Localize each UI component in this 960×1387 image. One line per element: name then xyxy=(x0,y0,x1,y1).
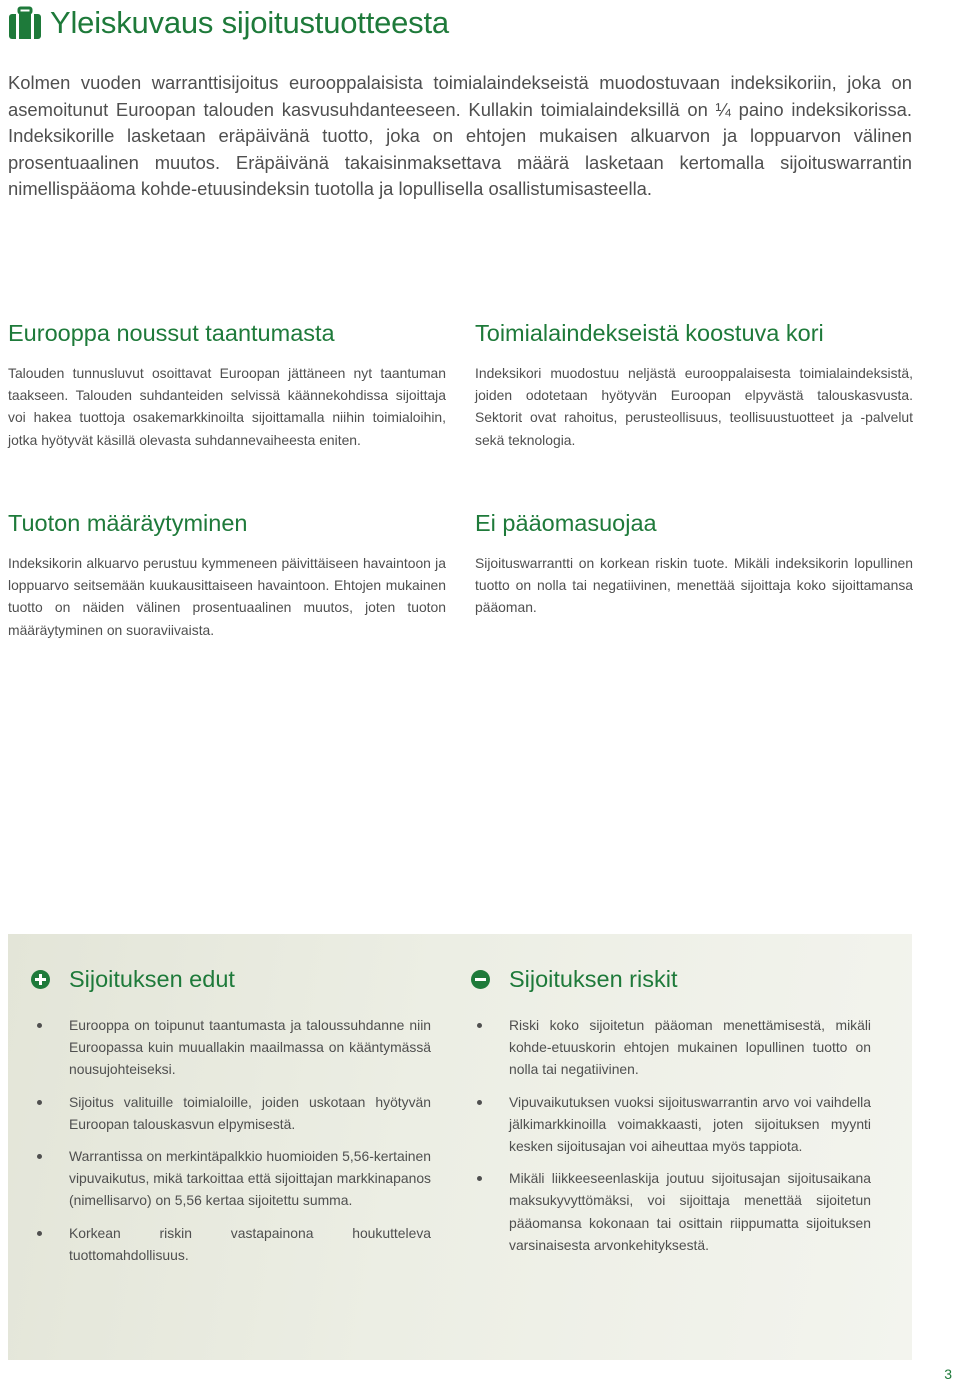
section-no-capital-protection xyxy=(475,508,913,619)
pros-header xyxy=(31,964,431,994)
section-return-determination xyxy=(8,508,446,641)
list-item-text: Mikäli liikkeeseenlaskija joutuu sijoitusajan sijoitusaikana maksukyvyttömäksi, voi sijoittaja menettää sijoitetun pääomansa kokonaan tai osittain riippumatta sijoituksen varsinaisesta arvonkehityksestä. xyxy=(509,1170,871,1253)
section-europe-recovery xyxy=(8,318,446,451)
cons-list xyxy=(471,1014,871,1256)
bullet-icon xyxy=(37,1231,42,1236)
pros-column xyxy=(31,964,431,1276)
list-item xyxy=(31,1145,431,1212)
list-item-text: Eurooppa on toipunut taantumasta ja taloussuhdanne niin Euroopassa kuin muuallakin maailmassa on kääntymässä nousujohteiseksi. xyxy=(69,1017,431,1078)
section-heading: Eurooppa noussut taantumasta xyxy=(8,320,335,346)
cons-heading: Sijoituksen riskit xyxy=(509,966,678,992)
briefcase-icon xyxy=(8,6,42,40)
page-number: 3 xyxy=(944,1366,952,1382)
list-item-text: Sijoitus valituille toimialoille, joiden uskotaan hyötyvän Euroopan talouskasvun elpymisestä. xyxy=(69,1093,431,1132)
cons-column xyxy=(471,964,871,1266)
section-text: Indeksikori muodostuu neljästä eurooppalaisesta toimialaindeksistä, joiden odotetaan hyötyvän Euroopan elpyvästä talouskasvusta. Sektorit ovat rahoitus, perusteollisuus, teollisuustuotteet ja -palvelut sekä teknologia. xyxy=(475,365,913,448)
intro-paragraph: Kolmen vuoden warranttisijoitus eurooppalaisista toimialaindekseistä muodostuvaan indeksikoriin, joka on asemoitunut Euroopan talouden kasvusuhdanteeseen. Kullakin toimialaindeksillä on ¼ paino indeksikorissa. Indeksikorille lasketaan eräpäivänä tuotto, joka on ehtojen mukaisen alkuarvon ja loppuarvon välinen prosentuaalinen muutos. Eräpäivänä takaisinmaksettava määrä lasketaan kertomalla sijoituswarrantin nimellispääoma kohde-etuusindeksin tuotolla ja lopullisella osallistumisasteella. xyxy=(8,72,912,200)
list-item xyxy=(471,1167,871,1256)
list-item xyxy=(471,1091,871,1158)
cons-header xyxy=(471,964,871,994)
bullet-icon xyxy=(37,1023,42,1028)
page-header xyxy=(8,4,449,42)
list-item-text: Riski koko sijoitetun pääoman menettämisestä, mikäli kohde-etuuskorin ehtojen mukainen lopullinen tuotto on nolla tai negatiivinen. xyxy=(509,1017,871,1078)
section-heading: Ei pääomasuojaa xyxy=(475,510,657,536)
bullet-icon xyxy=(37,1100,42,1105)
minus-circle-icon xyxy=(471,970,490,989)
section-heading: Toimialaindekseistä koostuva kori xyxy=(475,320,824,346)
list-item-text: Warrantissa on merkintäpalkkio huomioiden 5,56-kertainen vipuvaikutus, mikä tarkoittaa että sijoittajan markkinapanos (nimellisarvo) on 5,56 kertaa sijoitettu summa. xyxy=(69,1148,431,1209)
list-item xyxy=(31,1222,431,1266)
bullet-icon xyxy=(477,1100,482,1105)
section-text: Sijoituswarrantti on korkean riskin tuote. Mikäli indeksikorin lopullinen tuotto on nolla tai negatiivinen, menettää sijoittaja koko sijoittamansa pääoman. xyxy=(475,555,913,616)
list-item xyxy=(31,1091,431,1135)
list-item-text: Vipuvaikutuksen vuoksi sijoituswarrantin arvo voi vaihdella jälkimarkkinoilla voimakkaasti, joten sijoituksen myynti kesken sijoitusajan voi aiheuttaa myös tappiota. xyxy=(509,1093,871,1155)
list-item xyxy=(31,1014,431,1081)
bullet-icon xyxy=(37,1154,42,1159)
pros-list xyxy=(31,1014,431,1266)
page-title: Yleiskuvaus sijoitustuotteesta xyxy=(50,5,449,40)
list-item xyxy=(471,1014,871,1081)
bullet-icon xyxy=(477,1023,482,1028)
section-heading: Tuoton määräytyminen xyxy=(8,510,248,536)
section-text: Talouden tunnusluvut osoittavat Euroopan jättäneen nyt taantuman taakseen. Talouden suhdanteiden selvissä käännekohdissa sijoittaja voi hakea tuottoja osakemarkkinoilta sijoittamalla niihin toimialoihin, jotka hyötyvät käsillä olevasta suhdannevaiheesta eniten. xyxy=(8,365,446,448)
section-index-basket xyxy=(475,318,913,451)
section-text: Indeksikorin alkuarvo perustuu kymmeneen päivittäiseen havaintoon ja loppuarvo seitsemään kuukausittaiseen havaintoon. Ehtojen mukainen tuotto on näiden välinen prosentuaalinen muutos, joten tuoton määräytyminen on suoraviivaista. xyxy=(8,555,446,638)
plus-circle-icon xyxy=(31,970,50,989)
pros-cons-box xyxy=(8,934,912,1360)
pros-heading: Sijoituksen edut xyxy=(69,966,235,992)
list-item-text: Korkean riskin vastapainona houkutteleva tuottomahdollisuus. xyxy=(69,1224,431,1263)
bullet-icon xyxy=(477,1176,482,1181)
